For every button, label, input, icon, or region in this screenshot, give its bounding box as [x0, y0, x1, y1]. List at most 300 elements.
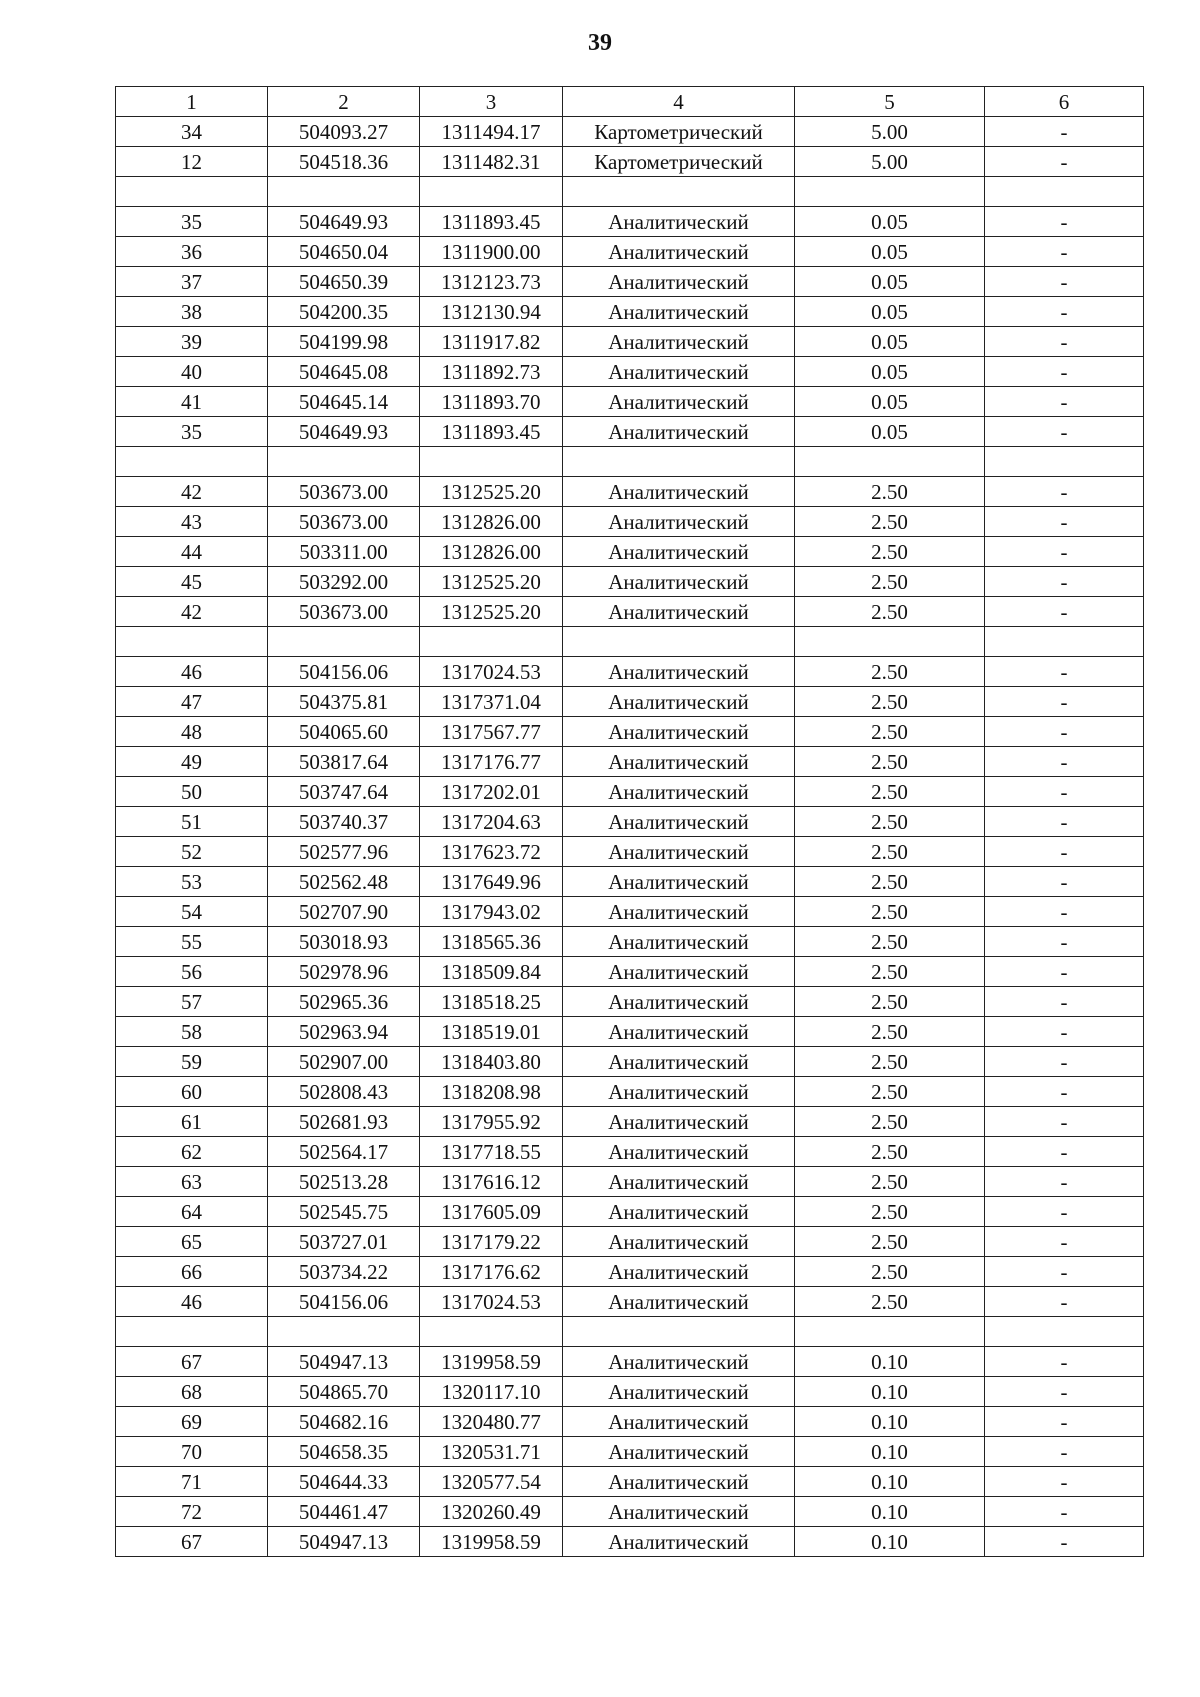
table-cell-col-4: Аналитический: [563, 297, 795, 327]
table-row: [116, 777, 1144, 807]
table-cell-col-4: Аналитический: [563, 1287, 795, 1317]
table-cell-col-5: 2.50: [795, 1257, 985, 1287]
table-cell-col-4: Аналитический: [563, 507, 795, 537]
column-header-6: 6: [985, 87, 1144, 117]
table-cell-col-5: 0.05: [795, 297, 985, 327]
table-cell-col-5: 2.50: [795, 477, 985, 507]
table-cell-col-6: -: [985, 1287, 1144, 1317]
table-cell-col-2: 503311.00: [268, 537, 420, 567]
table-cell-col-4: Аналитический: [563, 957, 795, 987]
table-cell-col-4: Аналитический: [563, 567, 795, 597]
table-cell-col-2: 504645.14: [268, 387, 420, 417]
table-cell-col-3: 1317202.01: [420, 777, 563, 807]
table-cell-col-4: Аналитический: [563, 1437, 795, 1467]
table-row: [116, 927, 1144, 957]
table-row: [116, 117, 1144, 147]
table-cell-col-5: 2.50: [795, 1167, 985, 1197]
table-cell-col-1: 40: [116, 357, 268, 387]
table-cell-col-2: 503747.64: [268, 777, 420, 807]
table-cell-col-6: -: [985, 507, 1144, 537]
table-cell-col-5: 0.05: [795, 417, 985, 447]
table-cell-col-2: 502707.90: [268, 897, 420, 927]
table-cell-col-4: [563, 1317, 795, 1347]
table-row: [116, 1017, 1144, 1047]
table-cell-col-3: 1312525.20: [420, 597, 563, 627]
table-cell-col-5: 0.05: [795, 267, 985, 297]
table-row: [116, 1227, 1144, 1257]
table-cell-col-5: 2.50: [795, 1137, 985, 1167]
table-cell-col-2: 504649.93: [268, 417, 420, 447]
table-cell-col-6: -: [985, 1527, 1144, 1557]
table-cell-col-2: 504682.16: [268, 1407, 420, 1437]
table-cell-col-2: 504518.36: [268, 147, 420, 177]
table-cell-col-4: Аналитический: [563, 1467, 795, 1497]
table-cell-col-6: -: [985, 477, 1144, 507]
table-cell-col-6: -: [985, 657, 1144, 687]
table-cell-col-3: 1320577.54: [420, 1467, 563, 1497]
table-cell-col-5: 0.10: [795, 1497, 985, 1527]
table-cell-col-6: [985, 447, 1144, 477]
table-row: [116, 717, 1144, 747]
table-row: [116, 387, 1144, 417]
table-cell-col-1: 53: [116, 867, 268, 897]
table-cell-col-2: 504156.06: [268, 657, 420, 687]
table-cell-col-5: 2.50: [795, 957, 985, 987]
table-cell-col-5: 2.50: [795, 1227, 985, 1257]
table-cell-col-6: -: [985, 1407, 1144, 1437]
table-cell-col-1: 67: [116, 1347, 268, 1377]
table-cell-col-4: Аналитический: [563, 777, 795, 807]
column-header-5: 5: [795, 87, 985, 117]
table-cell-col-5: 2.50: [795, 1017, 985, 1047]
table-cell-col-4: Аналитический: [563, 597, 795, 627]
table-cell-col-6: -: [985, 837, 1144, 867]
table-cell-col-6: -: [985, 957, 1144, 987]
table-row: [116, 1107, 1144, 1137]
table-cell-col-1: 52: [116, 837, 268, 867]
column-header-3: 3: [420, 87, 563, 117]
table-cell-col-1: 46: [116, 1287, 268, 1317]
table-cell-col-2: 503727.01: [268, 1227, 420, 1257]
table-cell-col-4: Аналитический: [563, 1197, 795, 1227]
table-row: [116, 477, 1144, 507]
table-cell-col-5: 0.10: [795, 1527, 985, 1557]
table-cell-col-1: 49: [116, 747, 268, 777]
table-cell-col-1: 51: [116, 807, 268, 837]
table-cell-col-1: 62: [116, 1137, 268, 1167]
table-cell-col-5: 2.50: [795, 1077, 985, 1107]
table-cell-col-5: 2.50: [795, 1047, 985, 1077]
table-cell-col-2: 503817.64: [268, 747, 420, 777]
table-cell-col-6: -: [985, 117, 1144, 147]
table-cell-col-5: 0.10: [795, 1347, 985, 1377]
table-cell-col-2: 502907.00: [268, 1047, 420, 1077]
table-cell-col-2: [268, 1317, 420, 1347]
table-row: [116, 417, 1144, 447]
table-cell-col-5: 0.05: [795, 387, 985, 417]
table-cell-col-1: 42: [116, 477, 268, 507]
table-cell-col-3: 1319958.59: [420, 1527, 563, 1557]
table-cell-col-2: 504200.35: [268, 297, 420, 327]
column-header-1: 1: [116, 87, 268, 117]
table-cell-col-4: Картометрический: [563, 147, 795, 177]
table-cell-col-4: Аналитический: [563, 537, 795, 567]
table-cell-col-2: 504658.35: [268, 1437, 420, 1467]
table-cell-col-1: 65: [116, 1227, 268, 1257]
table-cell-col-1: 36: [116, 237, 268, 267]
table-cell-col-3: 1317024.53: [420, 657, 563, 687]
table-cell-col-2: 504947.13: [268, 1527, 420, 1557]
table-cell-col-1: 63: [116, 1167, 268, 1197]
table-row: [116, 687, 1144, 717]
table-row: [116, 597, 1144, 627]
table-cell-col-1: 67: [116, 1527, 268, 1557]
table-row: [116, 1467, 1144, 1497]
table-cell-col-3: 1317623.72: [420, 837, 563, 867]
table-cell-col-4: [563, 627, 795, 657]
table-cell-col-4: Аналитический: [563, 987, 795, 1017]
table-cell-col-4: Аналитический: [563, 417, 795, 447]
table-row: [116, 207, 1144, 237]
table-cell-col-4: Аналитический: [563, 657, 795, 687]
table-row: [116, 1377, 1144, 1407]
table-separator-row: [116, 627, 1144, 657]
table-cell-col-4: Аналитический: [563, 477, 795, 507]
table-cell-col-4: Аналитический: [563, 717, 795, 747]
table-cell-col-1: 58: [116, 1017, 268, 1047]
table-cell-col-1: 70: [116, 1437, 268, 1467]
table-cell-col-2: 504375.81: [268, 687, 420, 717]
table-cell-col-4: Аналитический: [563, 897, 795, 927]
table-row: [116, 747, 1144, 777]
table-cell-col-5: 2.50: [795, 717, 985, 747]
table-cell-col-6: -: [985, 1377, 1144, 1407]
table-cell-col-1: 42: [116, 597, 268, 627]
table-cell-col-3: [420, 177, 563, 207]
table-separator-row: [116, 1317, 1144, 1347]
table-cell-col-2: 504644.33: [268, 1467, 420, 1497]
table-cell-col-5: 2.50: [795, 507, 985, 537]
table-cell-col-1: 45: [116, 567, 268, 597]
table-cell-col-3: 1318518.25: [420, 987, 563, 1017]
table-cell-col-2: 504199.98: [268, 327, 420, 357]
table-cell-col-2: 504461.47: [268, 1497, 420, 1527]
table-cell-col-3: 1317649.96: [420, 867, 563, 897]
table-cell-col-6: [985, 177, 1144, 207]
table-row: [116, 897, 1144, 927]
table-cell-col-3: 1312525.20: [420, 477, 563, 507]
table-cell-col-3: 1317204.63: [420, 807, 563, 837]
table-cell-col-3: 1317718.55: [420, 1137, 563, 1167]
table-cell-col-3: 1311892.73: [420, 357, 563, 387]
table-cell-col-1: 68: [116, 1377, 268, 1407]
table-cell-col-5: 2.50: [795, 777, 985, 807]
page-number: 39: [588, 30, 612, 56]
table-cell-col-6: -: [985, 1077, 1144, 1107]
table-cell-col-5: 2.50: [795, 747, 985, 777]
table-cell-col-5: 5.00: [795, 117, 985, 147]
table-cell-col-2: [268, 447, 420, 477]
table-cell-col-3: 1317176.77: [420, 747, 563, 777]
table-cell-col-2: 502963.94: [268, 1017, 420, 1047]
table-cell-col-6: -: [985, 927, 1144, 957]
table-cell-col-4: Аналитический: [563, 1047, 795, 1077]
table-row: [116, 357, 1144, 387]
table-row: [116, 657, 1144, 687]
table-row: [116, 987, 1144, 1017]
table-cell-col-1: 57: [116, 987, 268, 1017]
table-cell-col-1: 56: [116, 957, 268, 987]
table-cell-col-2: 503734.22: [268, 1257, 420, 1287]
table-cell-col-4: Аналитический: [563, 267, 795, 297]
table-row: [116, 867, 1144, 897]
table-cell-col-4: Аналитический: [563, 1497, 795, 1527]
table-cell-col-6: -: [985, 1107, 1144, 1137]
table-cell-col-1: [116, 447, 268, 477]
table-cell-col-6: -: [985, 1257, 1144, 1287]
table-cell-col-6: -: [985, 597, 1144, 627]
table-cell-col-6: -: [985, 1347, 1144, 1377]
table-row: [116, 1257, 1144, 1287]
table-cell-col-1: 59: [116, 1047, 268, 1077]
table-cell-col-2: 503292.00: [268, 567, 420, 597]
table-cell-col-5: 2.50: [795, 897, 985, 927]
table-cell-col-5: 0.05: [795, 357, 985, 387]
table-cell-col-5: 2.50: [795, 1197, 985, 1227]
table-cell-col-3: 1312826.00: [420, 537, 563, 567]
table-cell-col-2: 502545.75: [268, 1197, 420, 1227]
table-cell-col-3: 1317179.22: [420, 1227, 563, 1257]
table-row: [116, 1527, 1144, 1557]
table-cell-col-5: [795, 1317, 985, 1347]
table-cell-col-3: 1311482.31: [420, 147, 563, 177]
table-cell-col-4: [563, 177, 795, 207]
table-cell-col-5: 2.50: [795, 687, 985, 717]
table-row: [116, 537, 1144, 567]
table-cell-col-6: [985, 627, 1144, 657]
table-cell-col-1: 48: [116, 717, 268, 747]
table-cell-col-6: -: [985, 747, 1144, 777]
table-cell-col-3: 1312826.00: [420, 507, 563, 537]
table-cell-col-4: Аналитический: [563, 747, 795, 777]
table-row: [116, 147, 1144, 177]
table-cell-col-6: -: [985, 807, 1144, 837]
table-cell-col-4: [563, 447, 795, 477]
table-cell-col-3: 1317616.12: [420, 1167, 563, 1197]
table-row: [116, 1437, 1144, 1467]
table-cell-col-1: 38: [116, 297, 268, 327]
table-cell-col-5: 0.10: [795, 1407, 985, 1437]
table-cell-col-4: Аналитический: [563, 1107, 795, 1137]
table-cell-col-4: Аналитический: [563, 1377, 795, 1407]
table-cell-col-4: Картометрический: [563, 117, 795, 147]
table-cell-col-6: -: [985, 327, 1144, 357]
table-cell-col-5: 2.50: [795, 657, 985, 687]
table-cell-col-4: Аналитический: [563, 1017, 795, 1047]
table-cell-col-1: 64: [116, 1197, 268, 1227]
table-cell-col-4: Аналитический: [563, 837, 795, 867]
table-cell-col-6: -: [985, 717, 1144, 747]
table-row: [116, 807, 1144, 837]
table-cell-col-6: -: [985, 1137, 1144, 1167]
table-cell-col-4: Аналитический: [563, 1137, 795, 1167]
table-cell-col-1: [116, 627, 268, 657]
table-cell-col-6: -: [985, 237, 1144, 267]
table-cell-col-3: 1319958.59: [420, 1347, 563, 1377]
table-cell-col-3: 1317605.09: [420, 1197, 563, 1227]
coordinates-table: [115, 86, 1144, 1557]
table-row: [116, 1047, 1144, 1077]
table-cell-col-2: 502681.93: [268, 1107, 420, 1137]
table-cell-col-1: 35: [116, 417, 268, 447]
table-cell-col-2: 502965.36: [268, 987, 420, 1017]
table-row: [116, 1077, 1144, 1107]
table-cell-col-5: 2.50: [795, 837, 985, 867]
table-cell-col-6: -: [985, 207, 1144, 237]
table-cell-col-1: 47: [116, 687, 268, 717]
table-cell-col-5: 2.50: [795, 597, 985, 627]
table-cell-col-5: 2.50: [795, 1287, 985, 1317]
table-separator-row: [116, 177, 1144, 207]
table-cell-col-6: -: [985, 1497, 1144, 1527]
table-cell-col-6: [985, 1317, 1144, 1347]
table-cell-col-1: 46: [116, 657, 268, 687]
table-cell-col-4: Аналитический: [563, 1227, 795, 1257]
table-row: [116, 837, 1144, 867]
table-cell-col-3: [420, 627, 563, 657]
table-cell-col-6: -: [985, 417, 1144, 447]
table-cell-col-5: [795, 447, 985, 477]
table-cell-col-6: -: [985, 537, 1144, 567]
table-cell-col-3: 1311900.00: [420, 237, 563, 267]
table-cell-col-1: 12: [116, 147, 268, 177]
table-cell-col-1: 71: [116, 1467, 268, 1497]
table-cell-col-2: 502577.96: [268, 837, 420, 867]
table-cell-col-1: 61: [116, 1107, 268, 1137]
table-cell-col-3: 1318208.98: [420, 1077, 563, 1107]
table-cell-col-4: Аналитический: [563, 687, 795, 717]
column-header-2: 2: [268, 87, 420, 117]
table-cell-col-2: [268, 627, 420, 657]
table-row: [116, 567, 1144, 597]
table-cell-col-2: 503740.37: [268, 807, 420, 837]
table-cell-col-2: 504865.70: [268, 1377, 420, 1407]
table-cell-col-6: -: [985, 1227, 1144, 1257]
table-cell-col-2: 502564.17: [268, 1137, 420, 1167]
table-cell-col-6: -: [985, 1047, 1144, 1077]
table-cell-col-3: 1320260.49: [420, 1497, 563, 1527]
table-cell-col-1: 66: [116, 1257, 268, 1287]
table-cell-col-3: 1318403.80: [420, 1047, 563, 1077]
table-cell-col-1: 50: [116, 777, 268, 807]
table-row: [116, 1197, 1144, 1227]
table-row: [116, 1347, 1144, 1377]
table-cell-col-4: Аналитический: [563, 1407, 795, 1437]
table-cell-col-1: 69: [116, 1407, 268, 1437]
table-cell-col-1: 54: [116, 897, 268, 927]
table-cell-col-3: 1320117.10: [420, 1377, 563, 1407]
table-cell-col-2: 504093.27: [268, 117, 420, 147]
table-cell-col-4: Аналитический: [563, 927, 795, 957]
table-cell-col-2: 504065.60: [268, 717, 420, 747]
table-cell-col-2: 503673.00: [268, 597, 420, 627]
table-cell-col-1: [116, 1317, 268, 1347]
table-cell-col-6: -: [985, 687, 1144, 717]
coordinates-table-body: [116, 87, 1144, 1557]
table-cell-col-3: 1318565.36: [420, 927, 563, 957]
table-cell-col-2: 504650.39: [268, 267, 420, 297]
table-cell-col-4: Аналитический: [563, 1527, 795, 1557]
table-cell-col-5: 2.50: [795, 567, 985, 597]
table-cell-col-1: 72: [116, 1497, 268, 1527]
table-cell-col-3: 1318519.01: [420, 1017, 563, 1047]
table-row: [116, 237, 1144, 267]
table-cell-col-6: -: [985, 1437, 1144, 1467]
table-cell-col-5: 0.05: [795, 207, 985, 237]
table-cell-col-1: 60: [116, 1077, 268, 1107]
table-cell-col-6: -: [985, 777, 1144, 807]
table-row: [116, 957, 1144, 987]
table-cell-col-2: 504649.93: [268, 207, 420, 237]
table-cell-col-5: 0.05: [795, 237, 985, 267]
table-cell-col-5: [795, 627, 985, 657]
table-row: [116, 267, 1144, 297]
table-cell-col-5: 2.50: [795, 927, 985, 957]
table-cell-col-6: -: [985, 297, 1144, 327]
table-cell-col-3: 1318509.84: [420, 957, 563, 987]
table-cell-col-3: 1311893.45: [420, 207, 563, 237]
table-cell-col-3: 1312123.73: [420, 267, 563, 297]
table-cell-col-6: -: [985, 897, 1144, 927]
table-cell-col-1: 44: [116, 537, 268, 567]
table-cell-col-5: 2.50: [795, 867, 985, 897]
table-cell-col-6: -: [985, 1467, 1144, 1497]
table-row: [116, 1167, 1144, 1197]
table-cell-col-4: Аналитический: [563, 357, 795, 387]
table-cell-col-3: [420, 1317, 563, 1347]
table-cell-col-4: Аналитический: [563, 387, 795, 417]
table-cell-col-6: -: [985, 1197, 1144, 1227]
table-cell-col-2: 504156.06: [268, 1287, 420, 1317]
table-cell-col-2: 504650.04: [268, 237, 420, 267]
table-row: [116, 297, 1144, 327]
table-cell-col-5: 2.50: [795, 807, 985, 837]
table-cell-col-1: 34: [116, 117, 268, 147]
table-cell-col-3: 1317024.53: [420, 1287, 563, 1317]
table-cell-col-2: 503673.00: [268, 507, 420, 537]
table-cell-col-2: 502513.28: [268, 1167, 420, 1197]
column-header-4: 4: [563, 87, 795, 117]
table-cell-col-3: 1317955.92: [420, 1107, 563, 1137]
table-cell-col-3: 1317567.77: [420, 717, 563, 747]
table-cell-col-4: Аналитический: [563, 807, 795, 837]
table-cell-col-1: 55: [116, 927, 268, 957]
table-cell-col-5: 2.50: [795, 537, 985, 567]
table-cell-col-4: Аналитический: [563, 1347, 795, 1377]
table-cell-col-3: 1312130.94: [420, 297, 563, 327]
table-row: [116, 1497, 1144, 1527]
table-cell-col-5: [795, 177, 985, 207]
table-cell-col-3: 1311893.70: [420, 387, 563, 417]
table-cell-col-2: 502562.48: [268, 867, 420, 897]
table-cell-col-3: 1312525.20: [420, 567, 563, 597]
table-cell-col-5: 2.50: [795, 1107, 985, 1137]
table-cell-col-4: Аналитический: [563, 1077, 795, 1107]
table-cell-col-6: -: [985, 147, 1144, 177]
table-cell-col-5: 2.50: [795, 987, 985, 1017]
table-row: [116, 1287, 1144, 1317]
table-cell-col-3: 1311893.45: [420, 417, 563, 447]
